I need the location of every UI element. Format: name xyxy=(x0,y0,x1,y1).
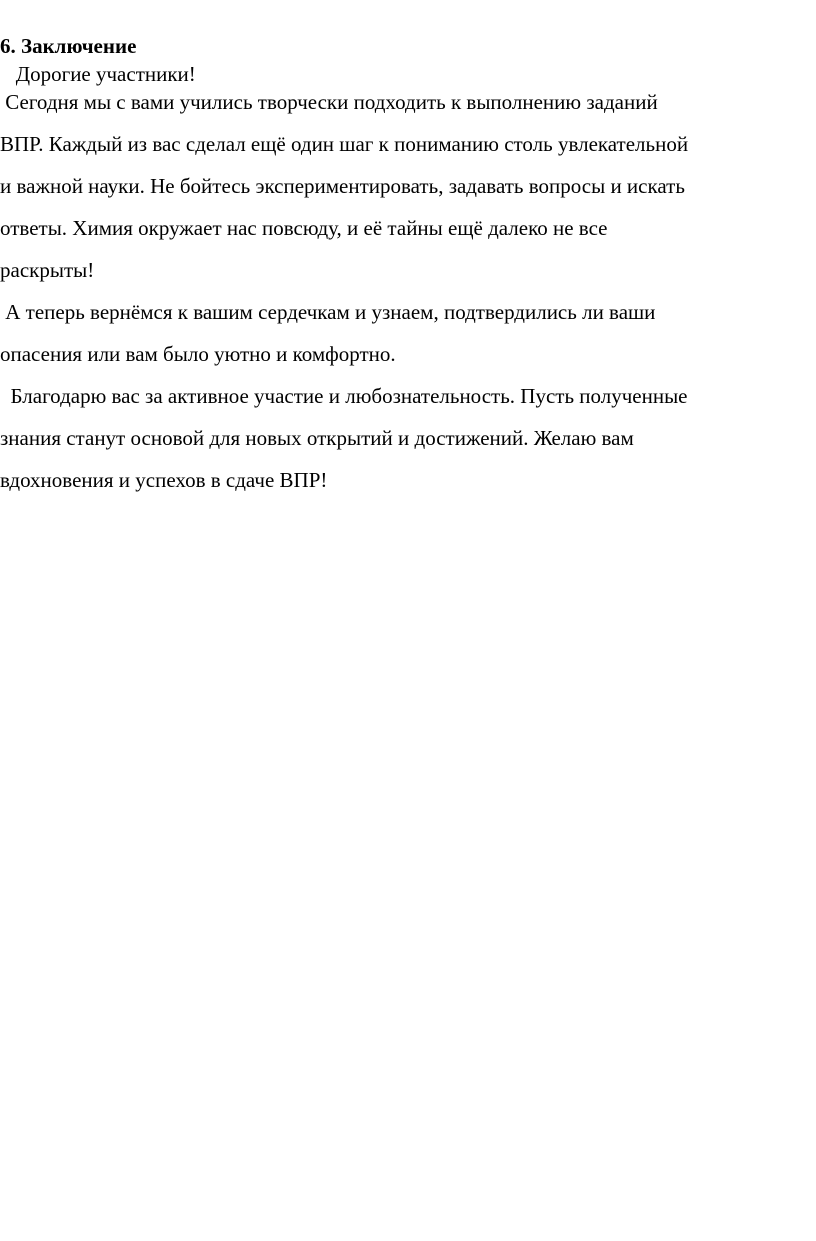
text-line-5: раскрыты! xyxy=(0,258,95,282)
text-line-6: А теперь вернёмся к вашим сердечкам и узнаем, подтвердились ли ваши xyxy=(0,300,656,324)
text-line-10: вдохновения и успехов в сдаче ВПР! xyxy=(0,468,328,492)
text-line-8: Благодарю вас за активное участие и любознательность. Пусть полученные xyxy=(0,384,688,408)
text-line-1: Сегодня мы с вами учились творчески подходить к выполнению заданий xyxy=(0,90,658,114)
text-line-2: ВПР. Каждый из вас сделал ещё один шаг к пониманию столь увлекательной xyxy=(0,132,689,156)
text-line-9: знания станут основой для новых открытий и достижений. Желаю вам xyxy=(0,426,634,450)
section-heading: 6. Заключение xyxy=(0,34,137,58)
text-line-4: ответы. Химия окружает нас повсюду, и её тайны ещё далеко не все xyxy=(0,216,608,240)
text-line-3: и важной науки. Не бойтесь экспериментировать, задавать вопросы и искать xyxy=(0,174,685,198)
text-line-7: опасения или вам было уютно и комфортно. xyxy=(0,342,396,366)
text-line-greeting: Дорогие участники! xyxy=(0,62,196,86)
